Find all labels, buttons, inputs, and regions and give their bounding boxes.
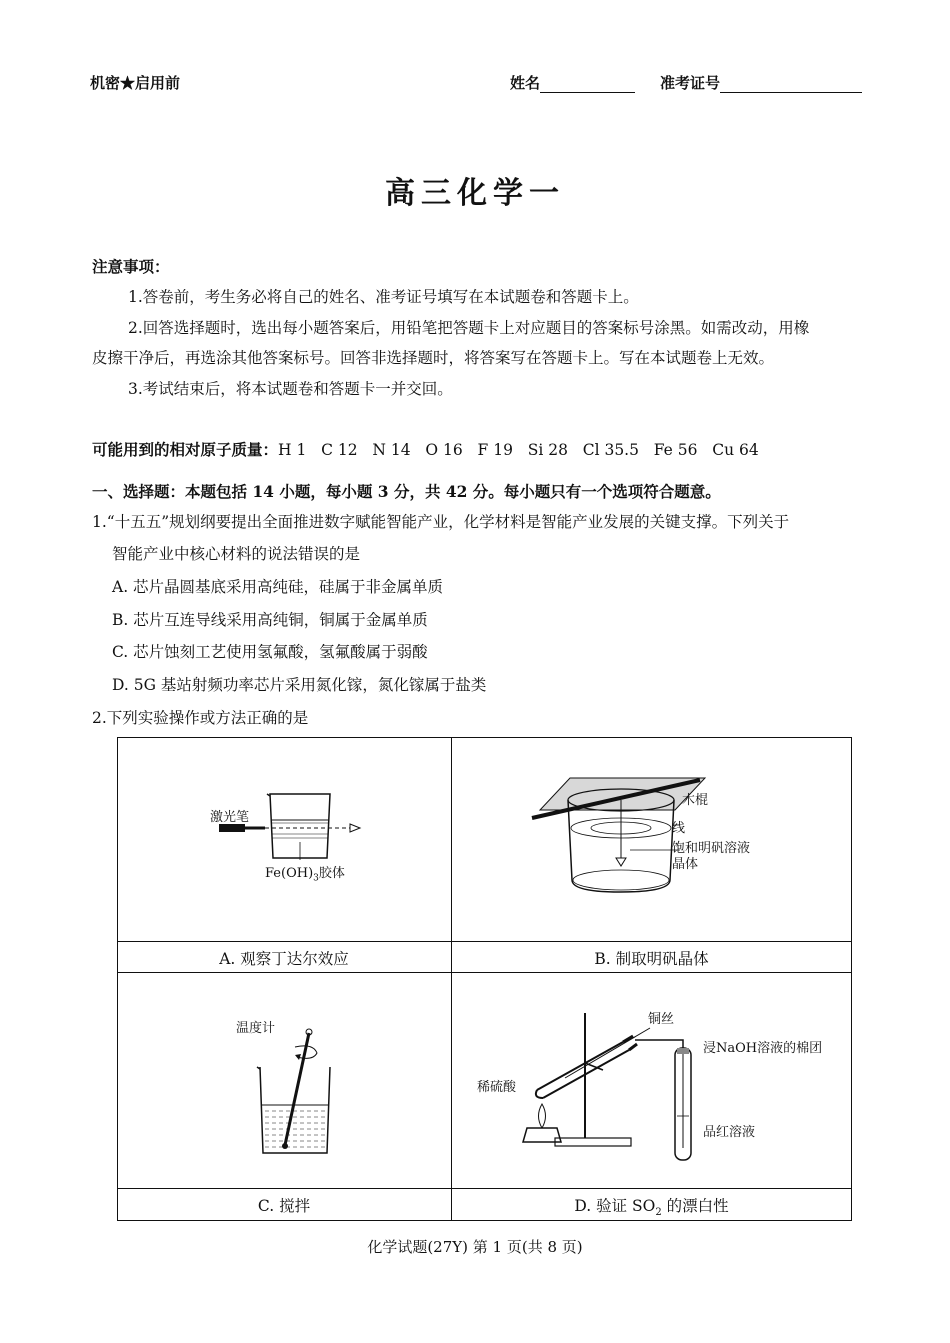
arrow-icon: [350, 824, 360, 832]
notes-item-3: 3.考试结束后，将本试题卷和答题卡一并交回。: [128, 380, 453, 398]
notes-heading: 注意事项：: [92, 257, 170, 276]
laser-pen-body: [219, 824, 245, 832]
confidential-label: 机密★启用前: [90, 74, 181, 92]
q2-caption-a: A. 观察丁达尔效应: [219, 950, 349, 968]
notes-item-2-line-1: 2.回答选择题时，选出每小题答案后，用铅笔把答题卡上对应题目的答案标号涂黑。如需改动，用橡: [128, 319, 810, 337]
label-colloid: $Fe(OH)_3$胶体: [265, 866, 345, 884]
name-blank[interactable]: [540, 76, 635, 93]
label-dilute-sulfuric-acid: 稀硫酸: [477, 1080, 517, 1095]
q1-option-a: A. 芯片晶圆基底采用高纯硅，硅属于非金属单质: [112, 578, 444, 596]
q2-caption-d: D. 验证 $SO_2$ 的漂白性: [574, 1197, 729, 1219]
copper-wire: [565, 1028, 650, 1078]
label-laser-pen: 激光笔: [210, 810, 250, 825]
label-magenta-solution: 品红溶液: [703, 1125, 756, 1140]
notes-item-1: 1.答卷前，考生务必将自己的姓名、准考证号填写在本试题卷和答题卡上。: [128, 288, 639, 306]
exam-id-blank[interactable]: [720, 76, 862, 93]
test-tube: [537, 1042, 623, 1090]
q1-option-c: C. 芯片蚀刻工艺使用氢氟酸，氢氟酸属于弱酸: [112, 643, 428, 661]
thermometer: [285, 1033, 309, 1145]
q2-stem: 2.下列实验操作或方法正确的是: [92, 709, 309, 727]
atomic-masses: [92, 438, 759, 460]
q2-caption-b: B. 制取明矾晶体: [594, 950, 709, 968]
label-solution: 饱和明矾溶液: [672, 841, 751, 856]
q2-caption-c: C. 搅拌: [257, 1197, 311, 1215]
atomic-masses-label: 可能用到的相对原子质量：: [92, 440, 279, 459]
label-crystal: 晶体: [672, 857, 699, 872]
table-divider-h2: [117, 972, 852, 973]
q1-option-b: B. 芯片互连导线采用高纯铜，铜属于金属单质: [112, 611, 428, 629]
label-thread: 线: [672, 821, 686, 836]
stand-base: [555, 1138, 631, 1146]
notes-item-2-line-2: 皮擦干净后，再选涂其他答案标号。回答非选择题时，将答案写在答题卡上。写在本试题卷上无效。: [92, 349, 775, 367]
exam-id-field[interactable]: [660, 72, 862, 93]
table-divider-h3: [117, 1188, 852, 1189]
flame-icon: [539, 1104, 546, 1128]
section1-heading: 一、选择题：本题包括 14 小题，每小题 3 分，共 42 分。每小题只有一个选项符合题意。: [92, 482, 721, 501]
figure-c-stirring: [255, 1025, 335, 1165]
page-footer: 化学试题(27Y) 第 1 页(共 8 页): [367, 1238, 583, 1256]
label-wooden-stick: 木棍: [682, 793, 709, 808]
label-naoh-cotton: 浸NaOH溶液的棉团: [703, 1041, 823, 1056]
label-copper-wire: 铜丝: [648, 1012, 675, 1027]
figure-d-so2: [505, 1008, 705, 1170]
beaker-c: [260, 1067, 330, 1153]
name-field[interactable]: [510, 72, 635, 93]
page-title: 高三化学一: [385, 176, 565, 211]
name-label: 姓名: [510, 74, 541, 92]
q1-option-d: D. 5G 基站射频功率芯片采用氮化镓，氮化镓属于盐类: [112, 676, 487, 694]
exam-id-label: 准考证号: [660, 74, 721, 92]
q1-stem-line-1: 1.“十五五”规划纲要提出全面推进数字赋能智能产业，化学材料是智能产业发展的关键支撑。下列关于: [92, 513, 790, 531]
label-thermometer: 温度计: [236, 1021, 276, 1036]
table-divider-vertical: [451, 737, 452, 1221]
table-divider-h1: [117, 941, 852, 942]
atomic-masses-values: H 1 C 12 N 14 O 16 F 19 Si 28 Cl 35.5 Fe 56 Cu 64: [278, 441, 759, 459]
crystal: [616, 858, 626, 866]
q1-stem-line-2: 智能产业中核心材料的说法错误的是: [112, 545, 361, 563]
